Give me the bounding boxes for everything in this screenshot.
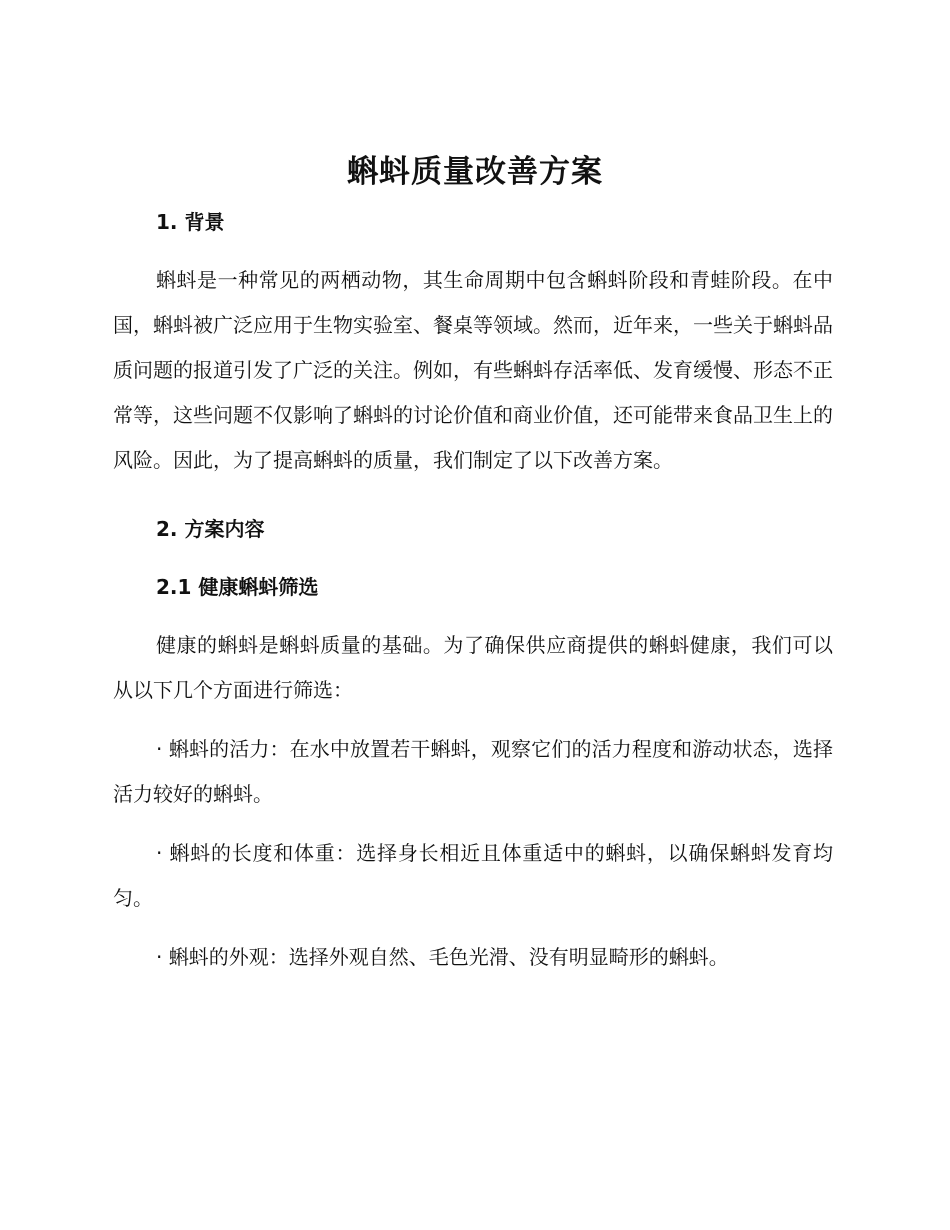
bullet-item-appearance: · 蝌蚪的外观：选择外观自然、毛色光滑、没有明显畸形的蝌蚪。 [156, 945, 729, 969]
section-heading-plan: 2. 方案内容 [156, 517, 265, 541]
section-heading-background: 1. 背景 [156, 210, 225, 234]
document-title: 蝌蚪质量改善方案 [347, 154, 603, 190]
background-paragraph: 蝌蚪是一种常见的两栖动物，其生命周期中包含蝌蚪阶段和青蛙阶段。在中国，蝌蚪被广泛应用于生物实验室、餐桌等领域。然而，近年来，一些关于蝌蚪品质问题的报道引发了广泛的关注。例如，有些蝌蚪存活率低、发育缓慢、形态不正常等，这些问题不仅影响了蝌蚪的讨论价值和商业价值，还可能带来食品卫生上的风险。因此，为了提高蝌蚪的质量，我们制定了以下改善方案。 [113, 268, 833, 472]
screening-intro-paragraph: 健康的蝌蚪是蝌蚪质量的基础。为了确保供应商提供的蝌蚪健康，我们可以从以下几个方面进行筛选： [113, 633, 833, 702]
bullet-item-vitality: · 蝌蚪的活力：在水中放置若干蝌蚪，观察它们的活力程度和游动状态，选择活力较好的蝌蚪。 [113, 737, 833, 806]
bullet-item-length-weight: · 蝌蚪的长度和体重：选择身长相近且体重适中的蝌蚪，以确保蝌蚪发育均匀。 [113, 841, 833, 910]
document-body [113, 200, 833, 980]
subsection-heading-screening: 2.1 健康蝌蚪筛选 [156, 575, 319, 599]
